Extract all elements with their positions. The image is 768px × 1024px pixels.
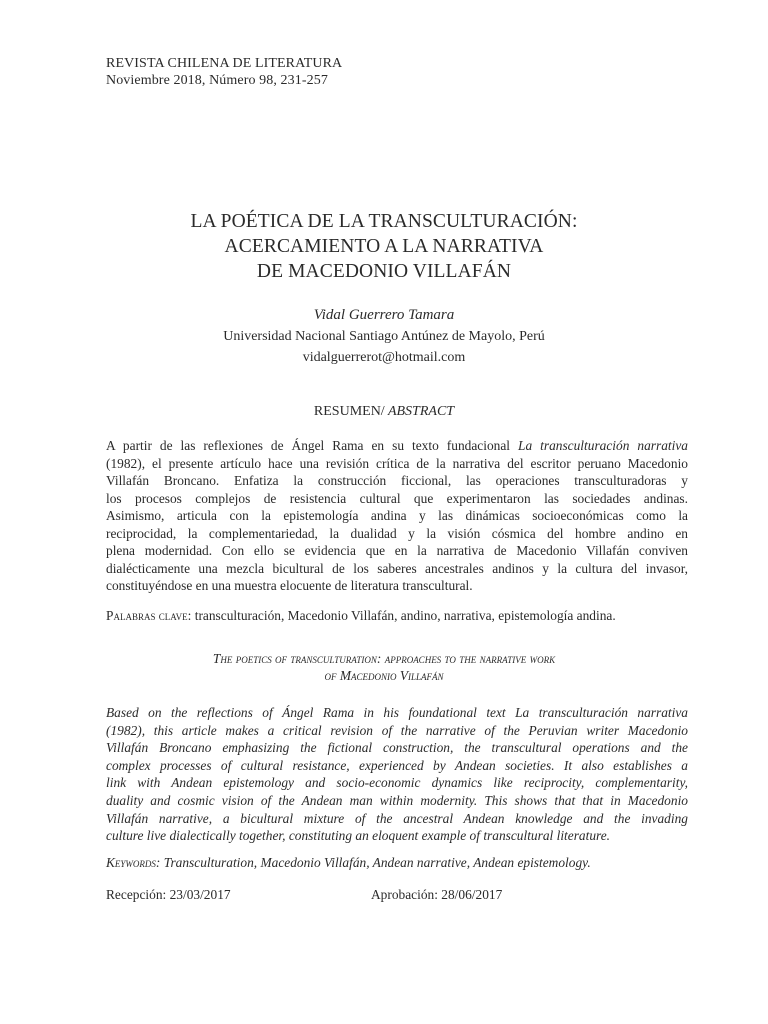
abstract-es-text: los procesos complejos de resistencia cultural que experimentaron las sociedades andinas. — [106, 490, 688, 506]
english-keywords — [106, 854, 706, 872]
abstract-es-line — [106, 525, 688, 543]
abstract-en-line: Villafán narrative, a bicultural mixture of the ancestral Andean knowledge and the invading — [106, 810, 688, 826]
approval-date: Aprobación: 28/06/2017 — [371, 887, 503, 902]
spanish-abstract — [106, 437, 688, 595]
abstract-es-text: reciprocidad, la complementariedad, la dualidad y la visión cósmica del hombre andino en — [106, 525, 688, 541]
title-line-1: LA POÉTICA DE LA TRANSCULTURACIÓN: — [190, 211, 578, 232]
keywords-text-es: transculturación, Macedonio Villafán, andino, narrativa, epistemología andina. — [191, 608, 616, 623]
keywords-label-es: Palabras clave: — [106, 608, 192, 623]
abstract-en-line: complex processes of cultural resistance, experienced by Andean societies. It also establishes a — [106, 757, 688, 773]
abstract-es-line — [106, 437, 688, 455]
title-line-3: DE MACEDONIO VILLAFÁN — [256, 261, 512, 282]
abstract-heading — [0, 404, 768, 420]
author-affiliation: Universidad Nacional Santiago Antúnez de Mayolo, Perú — [223, 329, 545, 344]
submission-dates — [106, 886, 688, 904]
spanish-keywords — [106, 607, 706, 625]
abstract-en-line: duality and cosmic vision of the Andean man within modernity. This shows that that in Macedonio — [106, 792, 688, 808]
abstract-es-text: A partir de las reflexiones de Ángel Rama en su texto fundacional — [106, 438, 518, 453]
abstract-es-text: dialécticamente una mezcla bicultural de los saberes ancestrales andinos y la cultura del invasor, — [106, 560, 688, 576]
abstract-es-line — [106, 490, 688, 508]
abstract-es-line — [106, 472, 688, 490]
abstract-en-line: Villafán Broncano emphasizing the fictional construction, the transcultural operations and the — [106, 740, 688, 756]
author-email: vidalguerrerot@hotmail.com — [302, 350, 466, 365]
abstract-en-line: Based on the reflections of Ángel Rama in his foundational text La transculturación narrativa — [106, 705, 688, 720]
abstract-en-line: culture live dialectically together, constituting an eloquent example of transcultural literature. — [106, 828, 611, 844]
keywords-label-en: Keywords: — [106, 855, 161, 870]
abstract-en-line: (1982), this article makes a critical revision of the narrative of the Peruvian writer Macedonio — [106, 722, 688, 738]
title-line-2: ACERCAMIENTO A LA NARRATIVA — [224, 236, 544, 257]
abstract-es-line — [106, 577, 688, 595]
abstract-en-line: link with Andean epistemology and socio-economic dynamics like reciprocity, complementarity, — [106, 775, 688, 791]
author-name: Vidal Guerrero Tamara — [313, 307, 455, 323]
article-title — [0, 209, 768, 284]
abstract-es-line — [106, 560, 688, 578]
resumen-label: RESUMEN/ — [313, 404, 385, 419]
abstract-es-text: constituyéndose en una muestra elocuente de literatura transcultural. — [106, 578, 473, 593]
abstract-es-line — [106, 542, 688, 560]
reception-date: Recepción: 23/03/2017 — [106, 887, 231, 902]
abstract-es-text: Asimismo, articula con la epistemología andina y las dinámicas socioeconómicas como la — [106, 508, 688, 523]
abstract-es-text: (1982), el presente artículo hace una revisión crítica de la narrativa del escritor peruano Macedonio — [106, 455, 688, 471]
journal-issue: Noviembre 2018, Número 98, 231-257 — [106, 73, 328, 88]
abstract-es-line — [106, 507, 688, 525]
english-title-line-2: of Macedonio Villafán — [324, 668, 444, 683]
abstract-es-text: Villafán Broncano. Enfatiza la construcción ficcional, las operaciones transculturadoras y — [106, 473, 688, 488]
keywords-text-en: Transculturation, Macedonio Villafán, Andean narrative, Andean epistemology. — [160, 855, 591, 870]
abstract-es-text: plena modernidad. Con ello se evidencia que en la narrativa de Macedonio Villafán conviven — [106, 543, 688, 558]
english-abstract — [106, 704, 688, 845]
cited-title: La transculturación narrativa — [518, 438, 688, 453]
journal-name: REVISTA CHILENA DE LITERATURA — [106, 56, 343, 71]
author-block — [0, 305, 768, 368]
english-title — [0, 650, 768, 684]
journal-header — [106, 55, 342, 89]
english-title-line-1: The poetics of transculturation: approaches to the narrative work — [212, 651, 556, 666]
abstract-label: ABSTRACT — [384, 404, 455, 419]
abstract-es-line — [106, 455, 688, 473]
